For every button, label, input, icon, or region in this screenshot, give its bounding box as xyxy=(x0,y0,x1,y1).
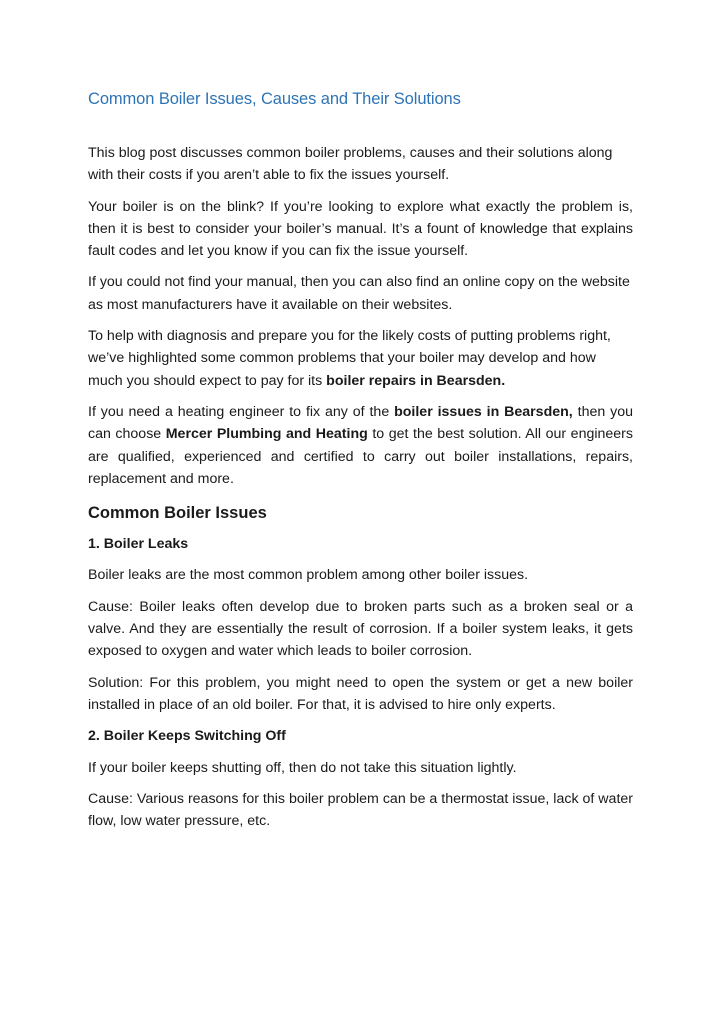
issue-heading-switching-off: 2. Boiler Keeps Switching Off xyxy=(88,728,286,745)
section-heading: Common Boiler Issues xyxy=(88,504,267,523)
diagnosis-text: To help with diagnosis and prepare you for the likely costs of putting problems right, we’ve highlighted some common problems that your boiler may develop and how much you should expect to pay for its xyxy=(88,328,611,389)
issue-heading-leaks: 1. Boiler Leaks xyxy=(88,536,189,553)
document-body xyxy=(88,142,633,841)
diagnosis-paragraph xyxy=(88,325,633,392)
engineer-paragraph xyxy=(88,401,633,490)
issue-solution-leaks: Solution: For this problem, you might need to open the system or get a new boiler installed in place of an old boiler. For that, it is advised to hire only experts. xyxy=(88,674,633,713)
blink-paragraph: Your boiler is on the blink? If you’re looking to explore what exactly the problem is, then it is best to consider your boiler’s manual. It’s a fount of knowledge that explains fault codes and let you know if you can fix the issue yourself. xyxy=(88,198,633,260)
issue-intro-leaks: Boiler leaks are the most common problem among other boiler issues. xyxy=(88,567,529,584)
bearsden-issues-emphasis: boiler issues in Bearsden, xyxy=(394,403,573,420)
intro-paragraph: This blog post discusses common boiler problems, causes and their solutions along with their costs if you aren’t able to fix the issues yourself. xyxy=(88,145,613,184)
company-name-emphasis: Mercer Plumbing and Heating xyxy=(165,426,368,443)
engineer-text-1: If you need a heating engineer to fix any of the xyxy=(88,403,395,420)
issue-intro-switching-off: If your boiler keeps shutting off, then do not take this situation lightly. xyxy=(88,759,517,776)
manual-paragraph: If you could not find your manual, then you can also find an online copy on the website as most manufacturers have it available on their websites. xyxy=(88,274,630,313)
document-title: Common Boiler Issues, Causes and Their Solutions xyxy=(88,90,461,108)
engineer-text-3: to get the best solution. All our engineers are qualified, experienced and certified to carry out boiler installations, repairs, replacement and more. xyxy=(88,426,633,487)
bearsden-repairs-emphasis: boiler repairs in Bearsden. xyxy=(326,372,506,389)
issue-cause-leaks: Cause: Boiler leaks often develop due to broken parts such as a broken seal or a valve. And they are essentially the result of corrosion. If a boiler system leaks, it gets exposed to oxygen and water which leads to boiler corrosion. xyxy=(88,598,633,660)
engineer-text-2: then you can choose xyxy=(88,403,633,443)
issue-cause-switching-off: Cause: Various reasons for this boiler problem can be a thermostat issue, lack of water flow, low water pressure, etc. xyxy=(88,790,633,830)
